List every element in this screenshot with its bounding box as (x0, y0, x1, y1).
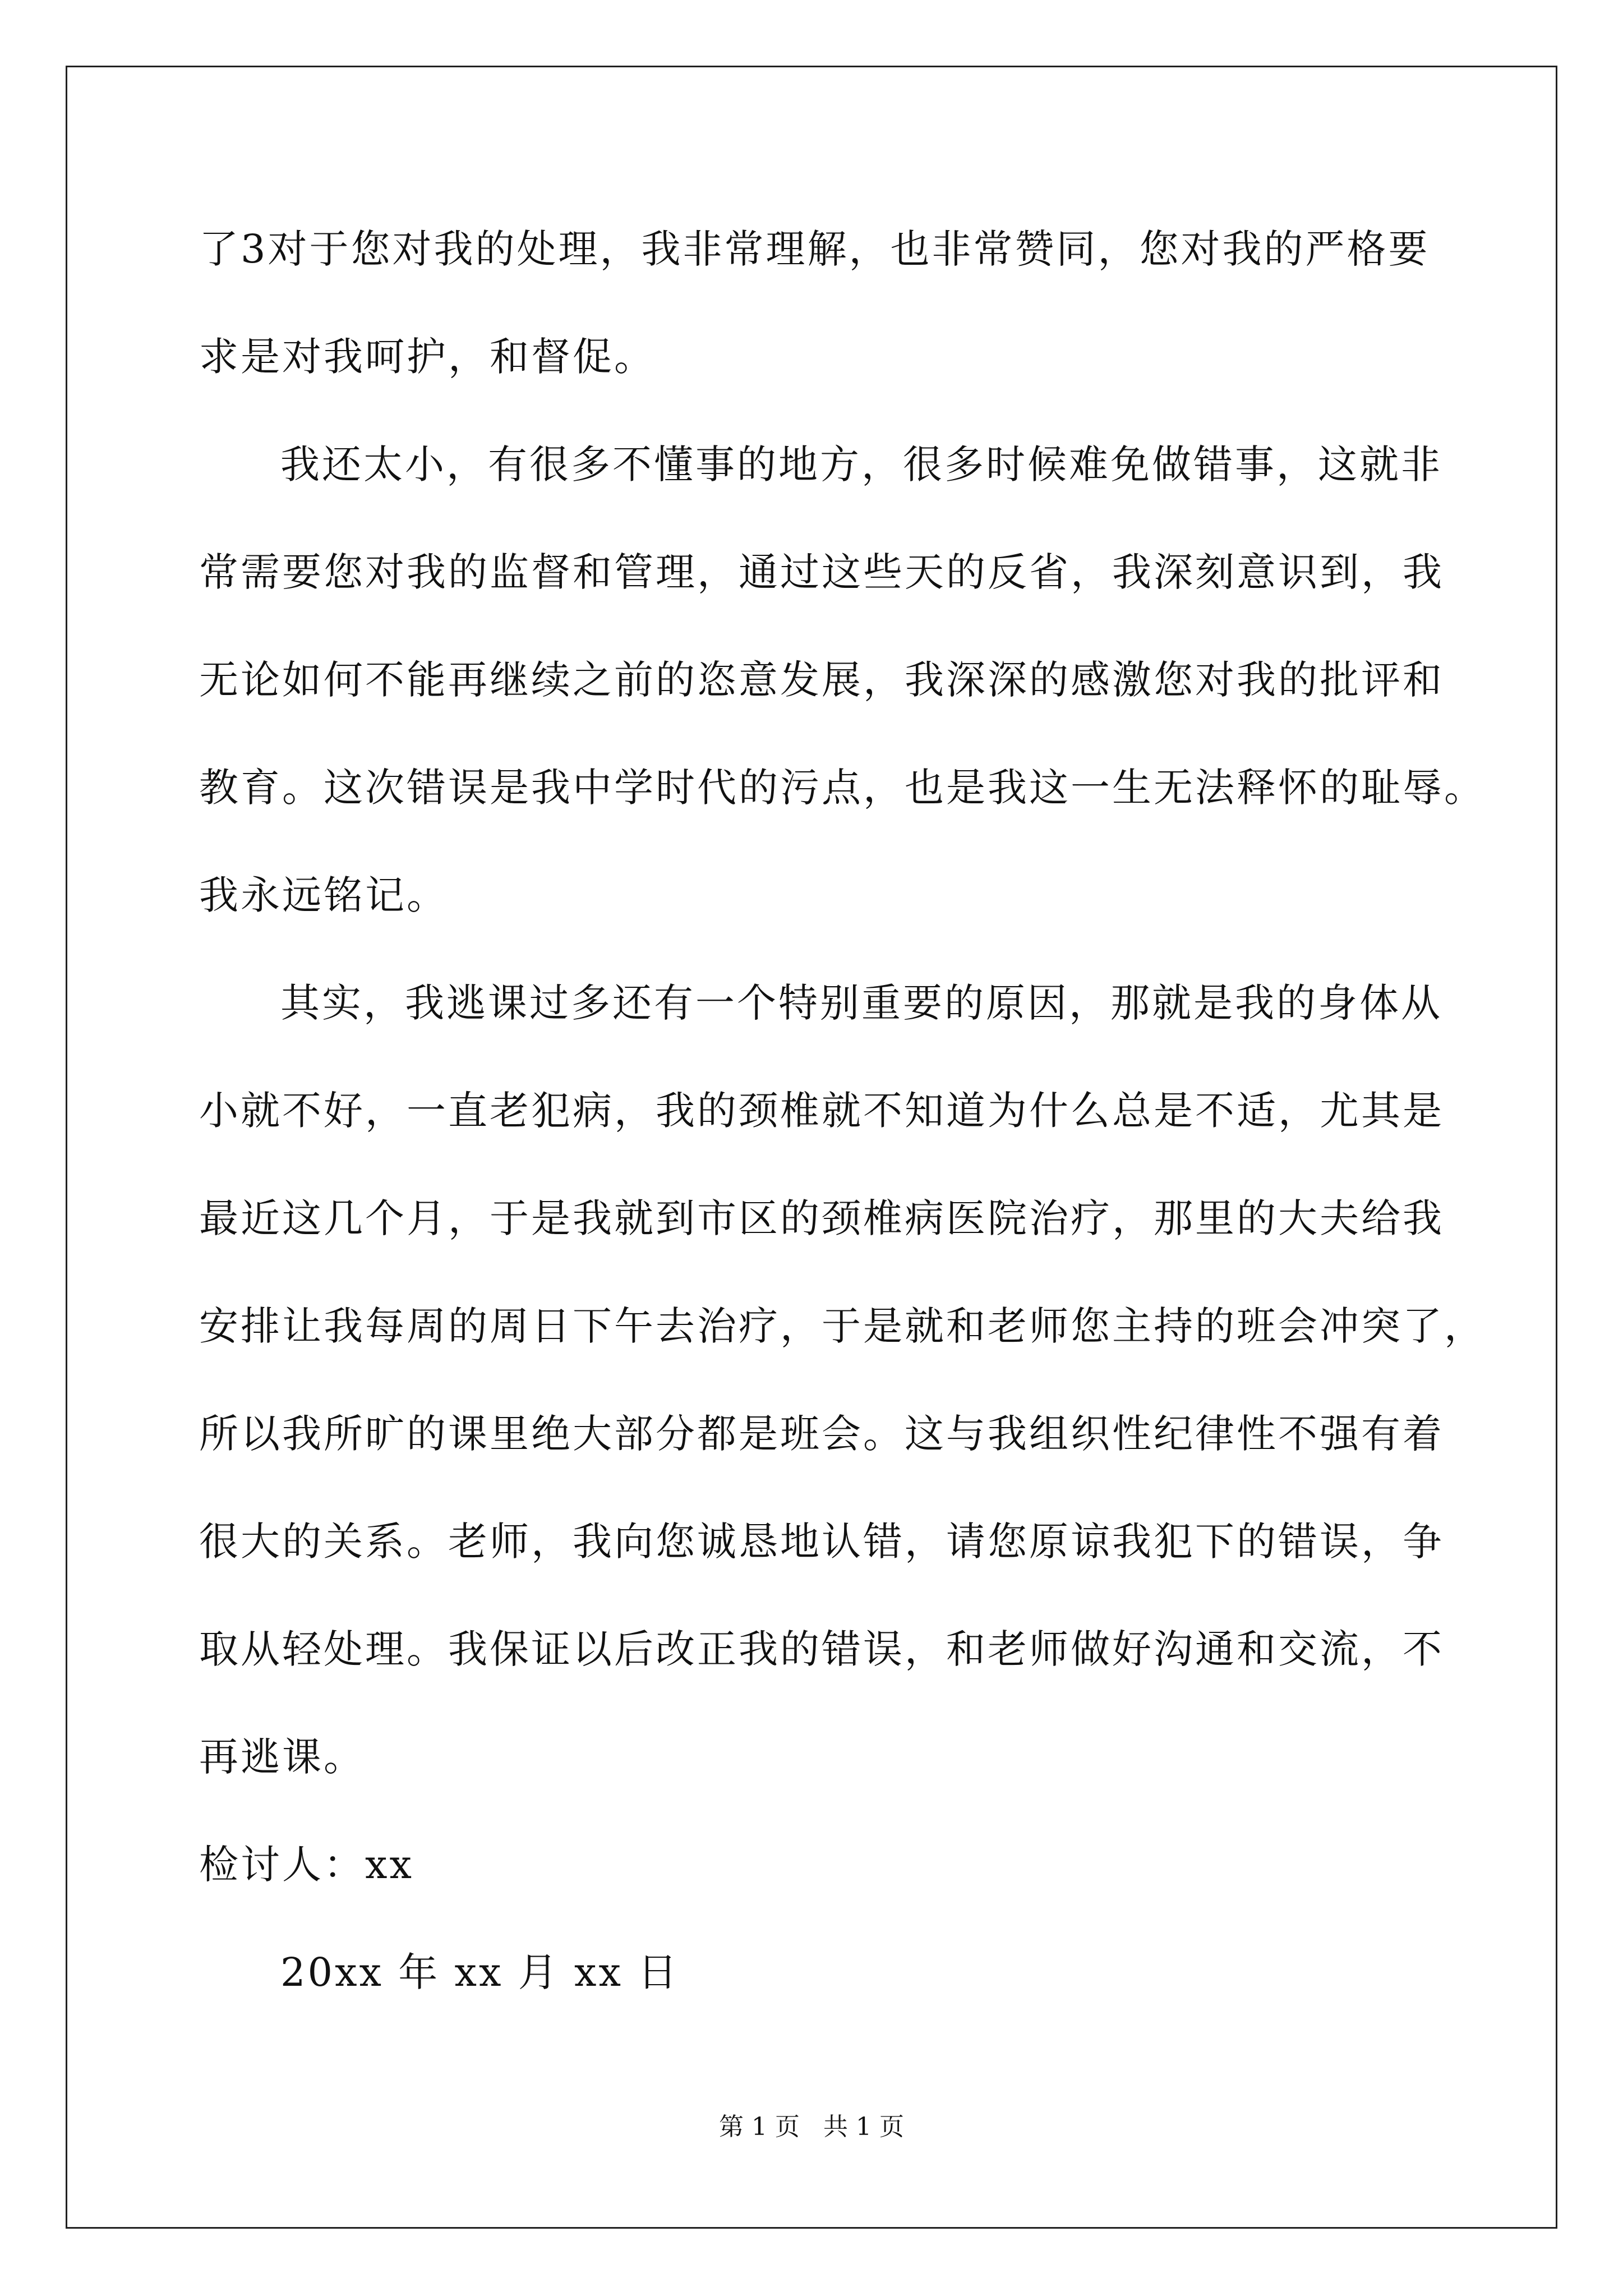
text-line: 取从轻处理。我保证以后改正我的错误，和老师做好沟通和交流，不 (199, 1626, 1444, 1672)
text-line: 很大的关系。老师，我向您诚恳地认错，请您原谅我犯下的错误，争 (199, 1519, 1444, 1565)
text-line: 教育。这次错误是我中学时代的污点，也是我这一生无法释怀的耻辱。 (199, 765, 1486, 811)
text-line: 最近这几个月，于是我就到市区的颈椎病医院治疗，那里的大夫给我 (199, 1195, 1444, 1241)
text-line: 我永远铭记。 (199, 872, 448, 918)
date-line: 20xx 年 xx 月 xx 日 (280, 1949, 680, 1995)
text-line: 所以我所旷的课里绝大部分都是班会。这与我组织性纪律性不强有着 (199, 1411, 1444, 1457)
text-line: 无论如何不能再继续之前的恣意发展，我深深的感激您对我的批评和 (199, 657, 1444, 703)
text-line: 求是对我呵护，和督促。 (199, 334, 656, 380)
text-line: 小就不好，一直老犯病，我的颈椎就不知道为什么总是不适，尤其是 (199, 1088, 1444, 1134)
text-line: 其实，我逃课过多还有一个特别重要的原因，那就是我的身体从 (280, 980, 1442, 1026)
document-body (199, 195, 1486, 2026)
text-line: 再逃课。 (199, 1734, 365, 1780)
text-line: 了3对于您对我的处理，我非常理解，也非常赞同，您对我的严格要 (199, 226, 1430, 272)
signature-line: 检讨人：xx (199, 1842, 414, 1888)
text-line: 常需要您对我的监督和管理，通过这些天的反省，我深刻意识到，我 (199, 549, 1444, 595)
text-line: 我还太小，有很多不懂事的地方，很多时候难免做错事，这就非 (280, 441, 1442, 487)
page-footer: 第 1 页 共 1 页 (719, 2113, 904, 2141)
text-line: 安排让我每周的周日下午去治疗，于是就和老师您主持的班会冲突了， (199, 1303, 1486, 1349)
